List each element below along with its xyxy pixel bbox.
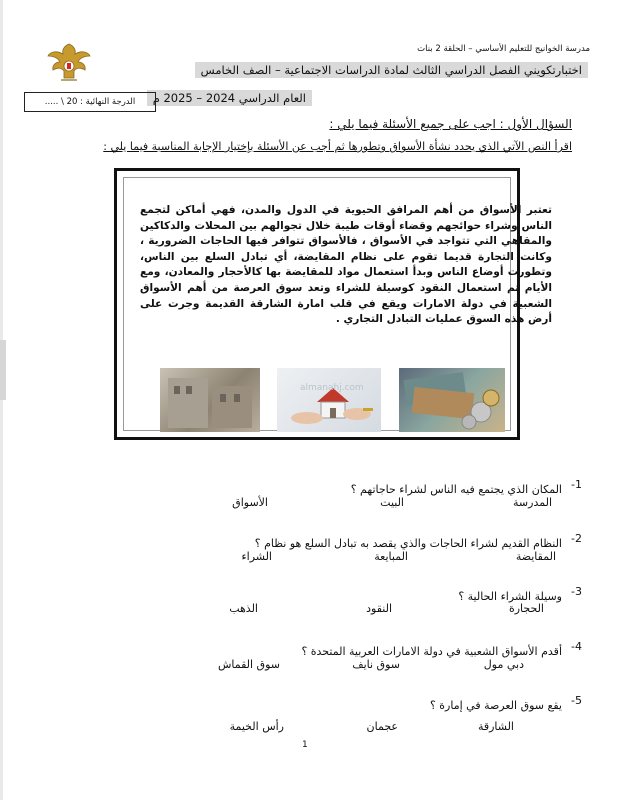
question-2	[255, 532, 562, 551]
question-main-heading: السؤال الأول : اجب على جميع الأسئلة فيما يلي :	[329, 117, 572, 131]
scroll-mark	[0, 340, 6, 400]
question-5-number: -5	[571, 694, 582, 707]
exam-title: اختبارتكويني الفصل الدراسي الثالث لمادة الدراسات الاجتماعية – الصف الخامس	[195, 62, 588, 78]
question-3-option-b[interactable]: النقود	[366, 602, 392, 615]
page-number: 1	[302, 740, 308, 750]
uae-emblem-icon	[46, 40, 92, 84]
question-4-number: -4	[571, 640, 582, 653]
question-3-number: -3	[571, 585, 582, 598]
watermark: almanahj.com	[300, 383, 364, 393]
academic-year: العام الدراسي 2024 – 2025 م	[147, 90, 312, 106]
page-left-edge	[0, 0, 3, 800]
question-1-option-c[interactable]: الأسواق	[232, 496, 268, 509]
question-1-text: المكان الذي يجتمع فيه الناس لشراء حاجاتهم ؟	[350, 483, 562, 496]
question-2-option-b[interactable]: المبايعة	[374, 550, 408, 563]
question-2-text: النظام القديم لشراء الحاجات والذي يقصد به تبادل السلع هو نظام ؟	[254, 537, 562, 550]
question-1-option-b[interactable]: البيت	[380, 496, 404, 509]
building-photo	[160, 368, 260, 432]
question-4-option-b[interactable]: سوق نايف	[352, 658, 400, 671]
house-keys-photo	[277, 368, 381, 432]
question-3-text: وسيلة الشراء الحالية ؟	[458, 590, 562, 603]
question-5	[430, 694, 562, 713]
question-3-option-c[interactable]: الذهب	[229, 602, 258, 615]
instruction-text: اقرأ النص الآتي الذي يحدد نشأة الأسواق وتطورها ثم أجب عن الأسئلة بإختيار الإجابة المناسبة فيما يلي :	[103, 140, 572, 153]
question-4	[301, 640, 562, 659]
question-2-option-c[interactable]: الشراء	[241, 550, 272, 563]
question-4-option-a[interactable]: دبي مول	[483, 658, 524, 671]
question-1	[351, 478, 562, 497]
question-5-option-a[interactable]: الشارقة	[477, 720, 514, 733]
question-4-text: أقدم الأسواق الشعبية في دولة الامارات العربية المتحدة ؟	[301, 645, 562, 658]
question-5-option-c[interactable]: رأس الخيمة	[229, 720, 284, 733]
question-1-number: -1	[571, 478, 582, 491]
question-2-option-a[interactable]: المقايضة	[515, 550, 556, 563]
question-4-option-c[interactable]: سوق القماش	[217, 658, 280, 671]
school-name: مدرسة الخوانيج للتعليم الأساسي – الحلقة 2 بنات	[417, 44, 590, 54]
passage-text: تعتبر الأسواق من أهم المرافق الحيوية في الدول والمدن، فهي أماكن لتجمع الناس وشراء حوائجهم وقضاء أوقات طيبة خلال تجوالهم بين المحلات والدكاكين والمقاهي التي تتواجد في الأسواق ، فالأسواق تتوافر فيها الحاجات الضرورية ، وكانت التجارة قديما تقوم على نظام المقايضة، أي تبادل السلع بين الناس، وتطورت أوضاع الناس وبدأ استعمال مواد للمقايضة بها كالأحجار والمعادن، ومع الأيام تم استعمال النقود كوسيلة للشراء وتعد سوق العرصة من أهم الأسواق الشعبية في دولة الامارات ويقع في قلب امارة الشارقة القديمة وجرت على أرض هذه السوق عمليات التبادل التجاري .	[140, 204, 552, 326]
question-5-text: يقع سوق العرصة في إمارة ؟	[429, 699, 562, 712]
question-3-option-a[interactable]: الحجارة	[508, 602, 544, 615]
question-5-option-b[interactable]: عجمان	[366, 720, 398, 733]
question-1-option-a[interactable]: المدرسة	[513, 496, 552, 509]
money-photo	[399, 368, 505, 432]
grade-box: الدرجة النهائية : 20 \ .....	[24, 92, 156, 112]
question-2-number: -2	[571, 532, 582, 545]
